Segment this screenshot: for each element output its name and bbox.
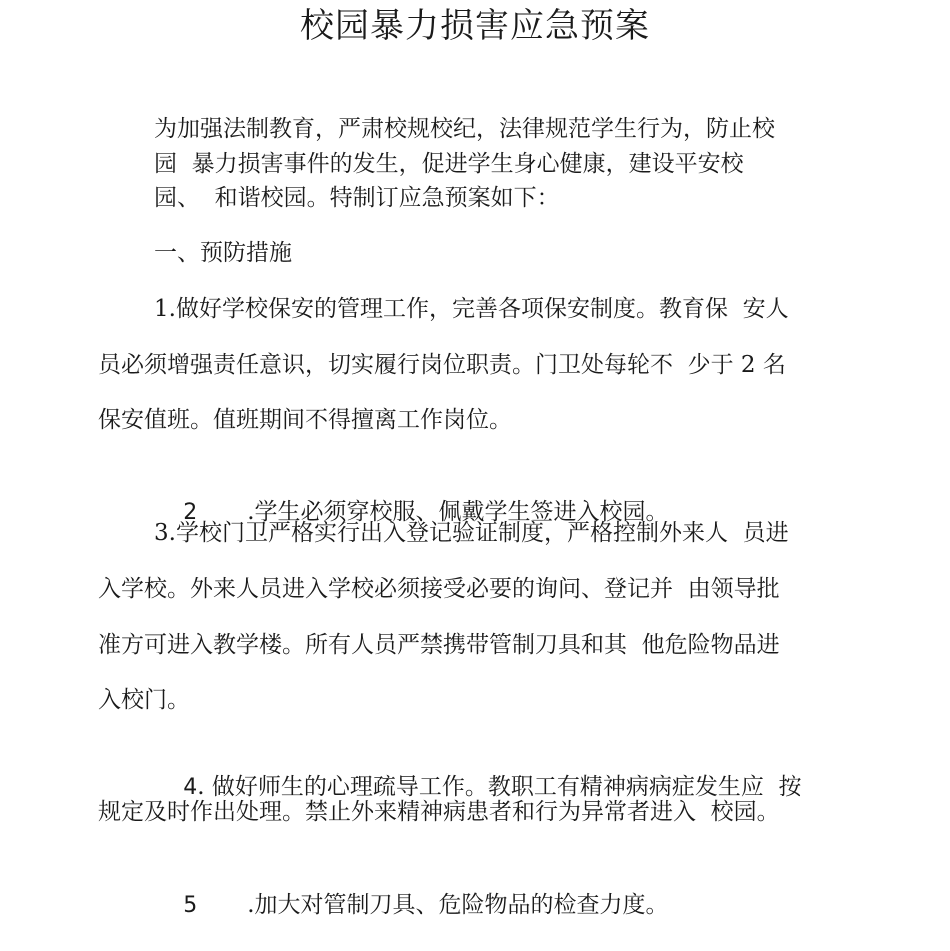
item2-number: 2 — [183, 500, 198, 525]
item1-line-1: 1.做好学校保安的管理工作，完善各项保安制度。教育保 安人 — [154, 296, 789, 322]
item1-line-3: 保安值班。值班期间不得擅离工作岗位。 — [98, 407, 512, 433]
item3-line-3: 准方可进入教学楼。所有人员严禁携带管制刀具和其 他危险物品进 — [98, 632, 780, 658]
section-heading-prevention: 一、预防措施 — [154, 240, 292, 266]
item5-number: 5 — [183, 893, 198, 918]
intro-line-3: 园、 和谐校园。特制订应急预案如下： — [154, 185, 560, 211]
intro-line-1: 为加强法制教育，严肃校规校纪，法律规范学生行为，防止校 — [154, 116, 775, 142]
item1-line-2: 员必须增强责任意识，切实履行岗位职责。门卫处每轮不 少于 2 名 — [98, 352, 786, 378]
item4-number: 4 — [183, 775, 198, 800]
item4-line-1: . 做好师生的心理疏导工作。教职工有精神病病症发生应 按 — [197, 774, 802, 800]
item5-row — [154, 860, 669, 951]
intro-line-2: 园 暴力损害事件的发生，促进学生身心健康，建设平安校 — [154, 151, 744, 177]
item4-line-2: 规定及时作出处理。禁止外来精神病患者和行为异常者进入 校园。 — [98, 799, 780, 825]
item3-line-4: 入校门。 — [98, 687, 190, 713]
item2-text: .学生必须穿校服、佩戴学生签进入校园。 — [247, 499, 669, 525]
item3-line-1: 3.学校门卫严格实行出入登记验证制度，严格控制外来人 员进 — [154, 520, 789, 546]
item5-text: .加大对管制刀具、危险物品的检查力度。 — [247, 892, 669, 918]
document-title: 校园暴力损害应急预案 — [300, 6, 650, 46]
item3-line-2: 入学校。外来人员进入学校必须接受必要的询问、登记并 由领导批 — [98, 576, 780, 602]
